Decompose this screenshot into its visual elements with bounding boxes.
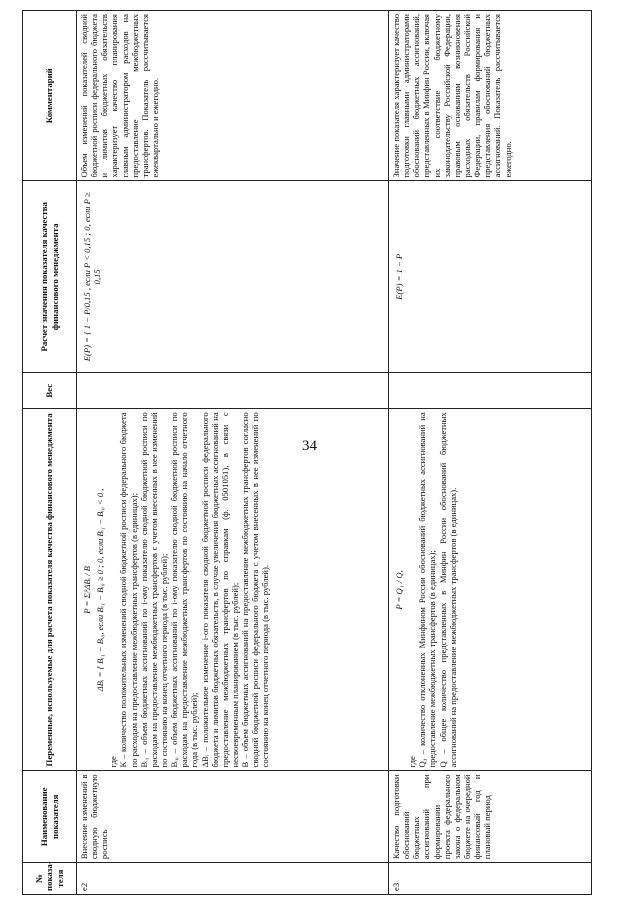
definition-item: Bᵢ₀ – объем бюджетных ассигнований по i-ому показателю сводной бюджетной росписи по расходам на предоставление межбюджетных трансфертов по состоянию на начало отчетного года (в тыс. рублей); xyxy=(169,412,200,768)
row-comment: Значение показателя характеризует качество подготовки главными администраторами обоснований бюджетных ассигнований, представленных в Минфин России, включая их соответствие бюджетному законодательству Российской Федерации, правовым основаниям возникновения расходных обязательств Российской Федерации, правилам формирования и представления обоснований бюджетных ассигнований. Показатель рассчитывается ежегодно. xyxy=(389,11,592,181)
definition-item: ΔBᵢ – положительное изменение i-ого показателя сводной бюджетной росписи федерального бюджета и лимитов бюджетных обязательств, в случае увеличения бюджетных ассигнований на предоставление межбюджетных трансфертов по справкам (ф. 0501051), в связи с несвоевременным планированием (в тыс. рублей); xyxy=(199,412,240,768)
row-comment: Объем изменений показателей сводной бюджетной росписи федерального бюджета и лимитов бюджетных обязательств характеризует качество планирования главным администратором расходов на предоставление межбюджетных трансфертов. Показатель рассчитывается ежеквартально и ежегодно. xyxy=(77,11,389,181)
calc-formula: E(P) = { 1 − P/0,15 , если P < 0,15 ; 0, если P ≥ 0,15 xyxy=(82,192,103,362)
row-num: е2 xyxy=(77,863,389,895)
row-name: Качество подготовки обоснований бюджетных ассигнований при формировании проекта федерального закона о федеральном бюджете на очередной финансовый год и плановый период xyxy=(389,771,592,863)
header-name: Наименование показателя xyxy=(23,771,77,863)
header-weight: Вес xyxy=(23,373,77,409)
definition-item: Q₁ – количество отклоненных Минфином России обоснований бюджетных ассигнований на предоставление межбюджетных трансфертов (в единицах); xyxy=(417,412,438,768)
table-header-row xyxy=(23,11,77,895)
header-num: № показа-теля xyxy=(23,863,77,895)
row-num: е3 xyxy=(389,863,592,895)
header-calc: Расчет значения показателя качества финансового менеджмента xyxy=(23,181,77,373)
formula-p: P = Q₁ / Q, xyxy=(394,570,404,610)
formula-delta: ΔBᵢ = { Bᵢ₁ − Bᵢ₀, если Bᵢ₁ − Bᵢ₀ ≥ 0 ; 0, если Bᵢ₁ − Bᵢ₀ < 0 , xyxy=(95,488,106,692)
header-comment: Комментарий xyxy=(23,11,77,181)
row-vars xyxy=(389,409,592,771)
formula-p: P = ΣᵢᵏΔBᵢ / B xyxy=(82,566,92,614)
row-name: Внесение изменений в сводную бюджетную роспись xyxy=(77,771,389,863)
definition-item: K – количество положительных изменений сводной бюджетной росписи федерального бюджета по расходам на предоставление межбюджетных трансфертов (в единицах); xyxy=(118,412,139,768)
definition-item: Bᵢ₁ – объем бюджетных ассигнований по i-ому показателю сводной бюджетной росписи по расходам на предоставление межбюджетных трансфертов с учетом внесенных в нее изменений по состоянию на конец отчетного периода (в тыс. рублей); xyxy=(138,412,169,768)
page-number: 34 xyxy=(302,438,317,454)
definition-item: B – объем бюджетных ассигнований на предоставление межбюджетных трансфертов согласно сводной бюджетной росписи федерального бюджета с учетом внесенных в нее изменений по состоянию на конец отчетного периода (в тыс. рублей). xyxy=(240,412,271,768)
row-calc xyxy=(77,181,389,373)
row-vars xyxy=(77,409,389,771)
definition-item: Q – общее количество представленных в Минфин России обоснований бюджетных ассигнований на предоставление межбюджетных трансфертов (в единицах). xyxy=(437,412,458,768)
header-vars: Переменные, используемые для расчета показателя качества финансового менеджмента xyxy=(23,409,77,771)
table-row xyxy=(77,11,389,895)
table-container xyxy=(22,10,592,895)
row-weight xyxy=(389,373,592,409)
calc-formula: E(P) = 1 − P xyxy=(394,253,404,300)
table-row xyxy=(389,11,592,895)
row-calc xyxy=(389,181,592,373)
where-label: где xyxy=(407,756,418,768)
where-label: где xyxy=(108,756,119,768)
indicator-table xyxy=(22,10,592,895)
row-weight xyxy=(77,373,389,409)
